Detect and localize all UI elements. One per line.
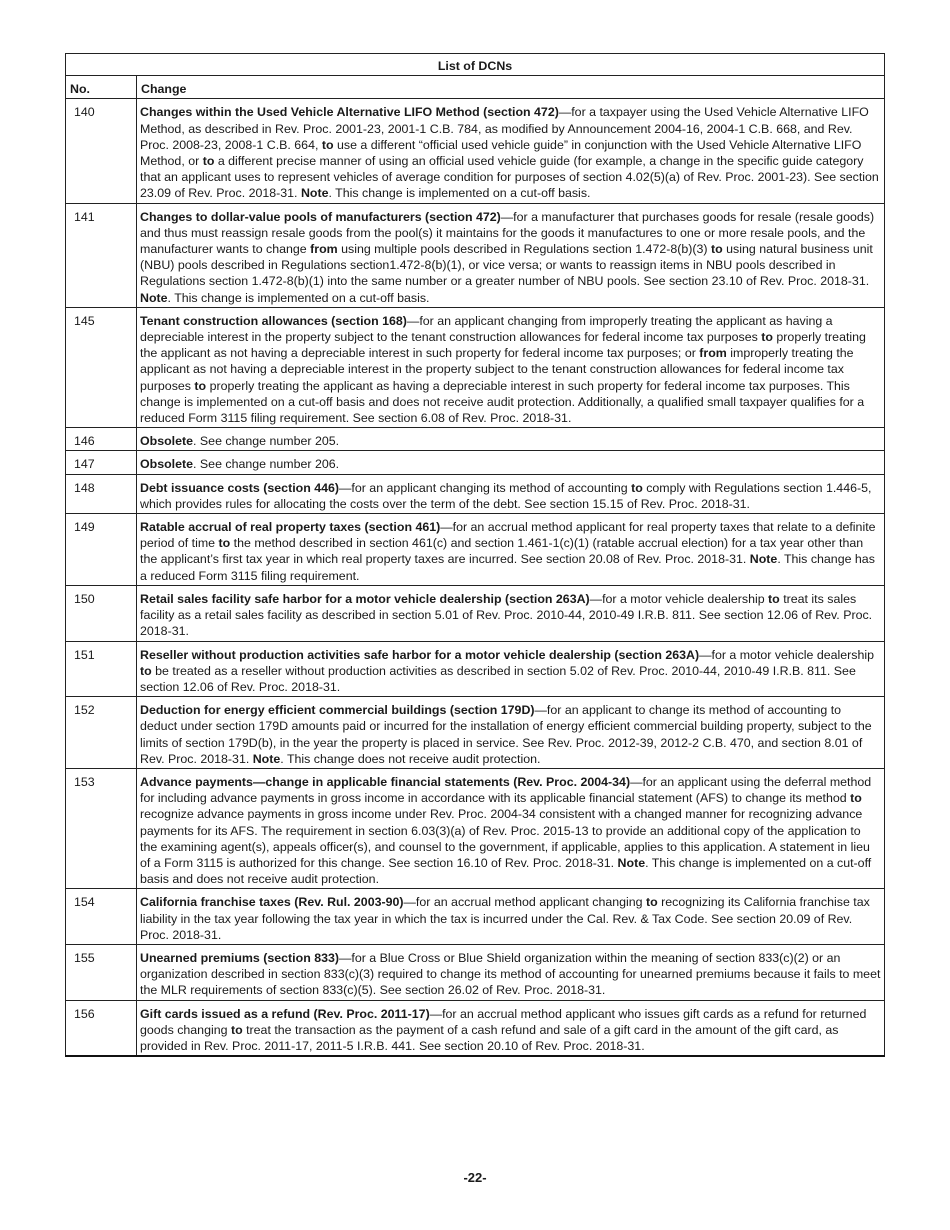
- dcn-number: 146: [66, 428, 137, 451]
- dcn-number: 149: [66, 514, 137, 586]
- body-text: —for a taxpayer using the Used Vehicle Alternative LIFO Method, as described in Rev. Proc. 2001-23, 2001-1 C.B. 784, as modified by Announcement 2004-16, 2004-1 C.B. 668, and Rev. Proc. 2008-23, 2008-1 C.B. 664,: [140, 105, 869, 152]
- body-text: —for a motor vehicle dealership: [699, 647, 875, 662]
- page-number: -22-: [463, 1170, 487, 1185]
- emphasis-text: Unearned premiums (section 833): [140, 950, 340, 965]
- emphasis-text: to: [768, 591, 780, 606]
- table-row: [66, 1000, 885, 1056]
- table-row: [66, 451, 885, 474]
- dcn-number: 152: [66, 697, 137, 769]
- table-row: [66, 641, 885, 697]
- table-row: [66, 203, 885, 307]
- dcn-number: 148: [66, 474, 137, 513]
- emphasis-text: to: [850, 791, 862, 806]
- emphasis-text: Note: [252, 751, 281, 766]
- body-text: —for a manufacturer that purchases goods for resale (resale goods) and thus must reassign resale goods from the pool(s) it maintains for the goods it manufactures to one or more resale pools, and the manufacturer wants to change: [140, 209, 875, 257]
- table-row: [66, 889, 885, 945]
- emphasis-text: to: [710, 242, 723, 257]
- dcn-number: 141: [66, 203, 137, 307]
- body-text: . This change does not receive audit protection.: [280, 751, 541, 766]
- body-text: use a different “official used vehicle guide” in conjunction with the Used Vehicle Alternative LIFO Method, or: [140, 137, 862, 169]
- body-text: a different precise manner of using an official used vehicle guide (for example, a change in the specific guide category that an applicant uses to represent vehicles of average condition for purposes of section 4.02(5)(a) of Rev. Proc. 2001-23). See section 23.09 of Rev. Proc. 2018-31.: [140, 154, 879, 201]
- body-text: . This change has a reduced Form 3115 filing requirement.: [140, 552, 875, 583]
- dcn-table: [65, 53, 885, 1057]
- table-row: [66, 99, 885, 203]
- dcn-number: 153: [66, 768, 137, 888]
- column-header-no: No.: [66, 76, 137, 99]
- emphasis-text: Ratable accrual of real property taxes (section 461): [140, 520, 441, 535]
- emphasis-text: to: [230, 1022, 243, 1037]
- emphasis-text: Retail sales facility safe harbor for a motor vehicle dealership (section 263A): [140, 591, 590, 606]
- emphasis-text: Reseller without production activities safe harbor for a motor vehicle dealership (section 263A): [140, 647, 700, 662]
- body-text: . See change number 206.: [193, 457, 340, 472]
- body-text: using natural business unit (NBU) pools described in Regulations section1.472-8(b)(1), or vice versa; or wants to reassign items in NBU pools described in Regulations section 1.472-8(b)(1) into the same number or a greater number of NBU pools. See section 23.10 of Rev. Proc. 2018-31.: [140, 242, 873, 289]
- body-text: —for an applicant to change its method of accounting to deduct under section 179D amounts paid or incurred for the installation of energy efficient commercial building property, subject to the limits of section 179D(b), in the year the property is placed in service. See Rev. Proc. 2012-39, 2012-2 C.B. 470, and section 8.01 of Rev. Proc. 2018-31.: [140, 703, 872, 766]
- table-row: [66, 514, 885, 586]
- dcn-number: 145: [66, 307, 137, 427]
- emphasis-text: to: [202, 154, 215, 169]
- body-text: improperly treating the applicant as not having a depreciable interest in the property subject to the tenant construction allowances for federal income tax purposes: [140, 346, 854, 393]
- body-text: properly treating the applicant as not having a depreciable interest in such property for federal income tax purposes; or: [140, 330, 866, 361]
- body-text: be treated as a reseller without production activities as described in section 5.02 of Rev. Proc. 2010-44, 2010-49 I.R.B. 811. See section 12.06 of Rev. Proc. 2018-31.: [140, 663, 856, 694]
- dcn-number: 150: [66, 585, 137, 641]
- dcn-change-description: [137, 768, 885, 888]
- emphasis-text: to: [631, 480, 643, 495]
- body-text: recognizing its California franchise tax liability in the tax year following the tax year in which the tax is incurred under the Cal. Rev. & Tax Code. See section 20.09 of Rev. Proc. 2018-31.: [140, 895, 870, 942]
- body-text: . This change is implemented on a cut-off basis.: [328, 186, 591, 201]
- emphasis-text: Tenant construction allowances (section 168): [140, 313, 407, 328]
- body-text: properly treating the applicant as having a depreciable interest in such property for federal income tax purposes. This change is implemented on a cut-off basis and does not receive audit protection. Additionally, a qualified small taxpayer qualifies for a reduced Form 3115 filing requirement. See section 6.08 of Rev. Proc. 2018-31.: [140, 378, 865, 426]
- emphasis-text: Debt issuance costs (section 446): [140, 480, 340, 495]
- table-title: List of DCNs: [66, 54, 885, 76]
- emphasis-text: Changes to dollar-value pools of manufacturers (section 472): [140, 209, 501, 224]
- body-text: treat the transaction as the payment of a cash refund and sale of a gift card in the amount of the gift card, as provided in Rev. Proc. 2011-17, 2011-5 I.R.B. 441. See section 20.10 of Rev. Proc. 2018-31.: [140, 1022, 839, 1053]
- body-text: recognize advance payments in gross income under Rev. Proc. 2004-34 consistent with a changed manner for recognizing advance payments for its AFS. The requirement in section 6.03(3)(a) of Rev. Proc. 2015-13 to provide an additional copy of the application to the examining agent(s), appeals officer(s), and counsel to the government, if applicable, applies to this application. A statement in lieu of a Form 3115 is authorized for this change. See section 16.10 of Rev. Proc. 2018-31.: [140, 807, 870, 870]
- emphasis-text: to: [140, 663, 152, 678]
- emphasis-text: to: [761, 330, 773, 345]
- emphasis-text: Changes within the Used Vehicle Alternative LIFO Method (section 472): [140, 105, 559, 120]
- dcn-change-description: [137, 428, 885, 451]
- emphasis-text: to: [321, 137, 334, 152]
- dcn-number: 147: [66, 451, 137, 474]
- dcn-number: 151: [66, 641, 137, 697]
- dcn-change-description: [137, 1000, 885, 1056]
- emphasis-text: Note: [617, 855, 646, 870]
- emphasis-text: Note: [140, 290, 168, 305]
- table-row: [66, 585, 885, 641]
- emphasis-text: Obsolete: [140, 434, 194, 449]
- body-text: —for an accrual method applicant who issues gift cards as a refund for returned goods changing: [140, 1006, 867, 1037]
- dcn-change-description: [137, 585, 885, 641]
- dcn-change-description: [137, 307, 885, 427]
- dcn-change-description: [137, 474, 885, 513]
- dcn-number: 156: [66, 1000, 137, 1056]
- dcn-number: 155: [66, 944, 137, 1000]
- dcn-change-description: [137, 99, 885, 203]
- body-text: comply with Regulations section 1.446-5, which provides rules for allocating the costs over the term of the debt. See section 15.15 of Rev. Proc. 2018-31.: [140, 480, 872, 511]
- body-text: —for an accrual method applicant for real property taxes that relate to a definite period of time: [140, 520, 876, 551]
- body-text: treat its sales facility as a retail sales facility as described in section 5.01 of Rev. Proc. 2010-44, 2010-49 I.R.B. 811. See section 12.06 of Rev. Proc. 2018-31.: [140, 591, 873, 639]
- body-text: —for an applicant changing from improperly treating the applicant as having a depreciable interest in the property subject to the tenant construction allowances for federal income tax purposes: [140, 313, 833, 345]
- dcn-change-description: [137, 641, 885, 697]
- body-text: —for a Blue Cross or Blue Shield organization within the meaning of section 833(c)(2) or an organization described in section 833(c)(3) required to change its method of accounting for unearned premiums because it fails to meet the MLR requirements of section 833(c)(5). See section 26.02 of Rev. Proc. 2018-31.: [140, 950, 881, 998]
- table-body: [66, 99, 885, 1056]
- dcn-number: 154: [66, 889, 137, 945]
- column-header-change: Change: [137, 76, 885, 99]
- emphasis-text: from: [310, 242, 338, 257]
- emphasis-text: from: [699, 346, 727, 361]
- emphasis-text: Note: [749, 552, 778, 567]
- emphasis-text: to: [645, 895, 658, 910]
- emphasis-text: to: [194, 378, 207, 393]
- dcn-change-description: [137, 451, 885, 474]
- dcn-change-description: [137, 697, 885, 769]
- emphasis-text: Deduction for energy efficient commercial buildings (section 179D): [140, 703, 535, 718]
- table-row: [66, 428, 885, 451]
- body-text: —for an applicant changing its method of accounting: [339, 480, 632, 495]
- body-text: —for an accrual method applicant changing: [403, 895, 646, 910]
- body-text: using multiple pools described in Regulations section 1.472-8(b)(3): [337, 242, 711, 257]
- emphasis-text: Note: [300, 186, 329, 201]
- emphasis-text: Obsolete: [140, 457, 194, 472]
- emphasis-text: Advance payments—change in applicable financial statements (Rev. Proc. 2004-34): [140, 774, 631, 789]
- table-row: [66, 474, 885, 513]
- table-row: [66, 697, 885, 769]
- dcn-change-description: [137, 944, 885, 1000]
- emphasis-text: California franchise taxes (Rev. Rul. 2003-90): [140, 895, 404, 910]
- body-text: . This change is implemented on a cut-off basis.: [167, 290, 430, 305]
- table-row: [66, 768, 885, 888]
- body-text: . This change is implemented on a cut-off basis and does not receive audit protection.: [140, 855, 872, 887]
- table-row: [66, 307, 885, 427]
- dcn-change-description: [137, 203, 885, 307]
- body-text: . See change number 205.: [193, 434, 340, 449]
- table-row: [66, 944, 885, 1000]
- body-text: —for a motor vehicle dealership: [589, 591, 769, 606]
- dcn-number: 140: [66, 99, 137, 203]
- emphasis-text: to: [218, 536, 231, 551]
- dcn-change-description: [137, 889, 885, 945]
- body-text: —for an applicant using the deferral method for including advance payments in gross income in accordance with its applicable financial statement (AFS) to change its method: [140, 774, 872, 806]
- body-text: the method described in section 461(c) and section 1.461-1(c)(1) (ratable accrual election) for a tax year other than the applicant’s first tax year in which real property taxes are incurred. See section 20.08 of Rev. Proc. 2018-31.: [140, 536, 864, 567]
- dcn-change-description: [137, 514, 885, 586]
- emphasis-text: Gift cards issued as a refund (Rev. Proc. 2011-17): [140, 1006, 430, 1021]
